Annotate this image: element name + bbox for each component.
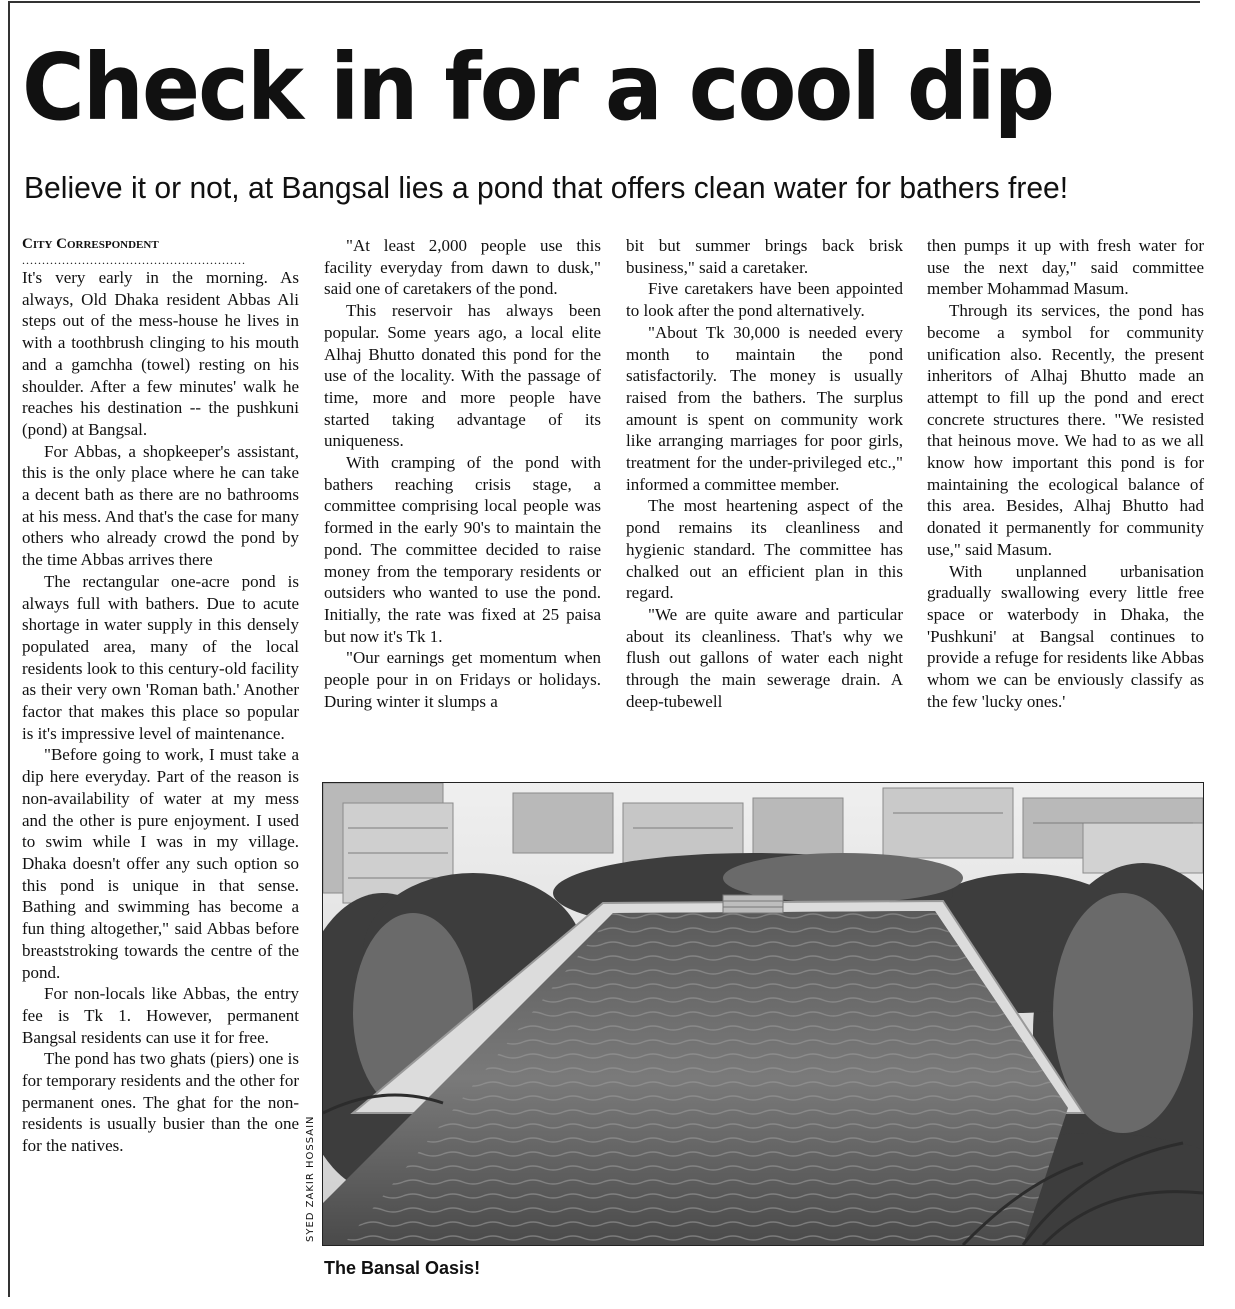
paragraph: It's very early in the morning. As always, Old Dhaka resident Abbas Ali steps out of the mess-house he lives in with a toothbrush clinging to his mouth and a gamchha (towel) resting on his shoulder. After a few minutes' walk he reaches his destination -- the pushkuni (pond) at Bangsal.	[22, 268, 299, 439]
paragraph: This reservoir has always been popular. Some years ago, a local elite Alhaj Bhutto donated this pond for the use of the locality. With the passage of time, more and more people have started taking advantage of its uniqueness.	[324, 301, 601, 451]
byline: City Correspondent	[22, 236, 159, 252]
left-rule	[8, 1, 10, 1297]
photo-credit: SYED ZAKIR HOSSAIN	[305, 1115, 316, 1242]
paragraph: For non-locals like Abbas, the entry fee is Tk 1. However, permanent Bangsal residents can use it for free.	[22, 984, 299, 1047]
paragraph: bit but summer brings back brisk business," said a caretaker.	[626, 236, 903, 277]
paragraph: The pond has two ghats (piers) one is for temporary residents and the other for permanent ones. The ghat for the non-residents is usually busier than the one for the natives.	[22, 1049, 299, 1156]
pond-photo-illustration	[323, 783, 1203, 1245]
article-column-1	[22, 235, 299, 1157]
article-column-4	[927, 235, 1204, 712]
deck-subtitle: Believe it or not, at Bangsal lies a pond that offers clean water for bathers free!	[24, 170, 1069, 205]
paragraph: The rectangular one-acre pond is always full with bathers. Due to acute shortage in water supply in this densely populated area, many of the local residents look to this century-old facility as their very own 'Roman bath.' Another factor that makes this place so popular is it's impressive level of maintenance.	[22, 571, 299, 743]
paragraph: Five caretakers have been appointed to look after the pond alternatively.	[626, 279, 903, 321]
paragraph: then pumps it up with fresh water for use the next day," said committee member Mohammad Masum.	[927, 236, 1204, 299]
pond-photo	[322, 782, 1204, 1246]
top-rule	[8, 1, 1200, 3]
article-column-2	[324, 235, 601, 712]
paragraph: Through its services, the pond has become a symbol for community unification also. Recently, the present inheritors of Alhaj Bhutto made an attempt to fill up the pond and erect concrete structures there. "We resisted that heinous move. We had to as we all know how important this pond is for maintaining the ecological balance of this area. Besides, Alhaj Bhutto had donated it permanently for community use," said Masum.	[927, 301, 1204, 559]
paragraph: "Our earnings get momentum when people pour in on Fridays or holidays. During winter it slumps a	[324, 648, 601, 711]
paragraph: "Before going to work, I must take a dip here everyday. Part of the reason is non-availability of water at my mess and the other is pure enjoyment. I used to swim while I was in my village. Dhaka doesn't offer any such option so this pond is unique in that sense. Bathing and swimming has become a fun thing altogether," said Abbas before breaststroking towards the centre of the pond.	[22, 745, 299, 982]
headline: Check in for a cool dip	[22, 34, 1054, 141]
paragraph: The most heartening aspect of the pond remains its cleanliness and hygienic standard. The committee has chalked out an efficient plan in this regard.	[626, 496, 903, 603]
paragraph: "At least 2,000 people use this facility everyday from dawn to dusk," said one of caretakers of the pond.	[324, 236, 601, 299]
paragraph: With unplanned urbanisation gradually swallowing every little free space or waterbody in Dhaka, the 'Pushkuni' at Bangsal continues to provide a refuge for residents like Abbas whom we can be enviously classify as the few 'lucky ones.'	[927, 561, 1204, 711]
photo-caption: The Bansal Oasis!	[324, 1258, 481, 1278]
byline-rule: ........................................................	[22, 253, 246, 267]
article-column-3	[626, 235, 903, 712]
paragraph: "About Tk 30,000 is needed every month to maintain the pond satisfactorily. The money is usually raised from the bathers. The surplus amount is spent on community work like arranging marriages for poor girls, treatment for the under-privileged etc.," informed a committee member.	[626, 322, 903, 494]
paragraph: "We are quite aware and particular about its cleanliness. That's why we flush out gallons of water each night through the main sewerage drain. A deep-tubewell	[626, 604, 903, 711]
paragraph: With cramping of the pond with bathers reaching crisis stage, a committee comprising local people was formed in the early 90's to maintain the pond. The committee decided to raise money from the temporary residents or outsiders who wanted to use the pond. Initially, the rate was fixed at 25 paisa but now it's Tk 1.	[324, 453, 601, 646]
paragraph: For Abbas, a shopkeeper's assistant, this is the only place where he can take a decent bath as there are no bathrooms at his mess. And that's the case for many others who already crowd the pond by the time Abbas arrives there	[22, 441, 299, 570]
